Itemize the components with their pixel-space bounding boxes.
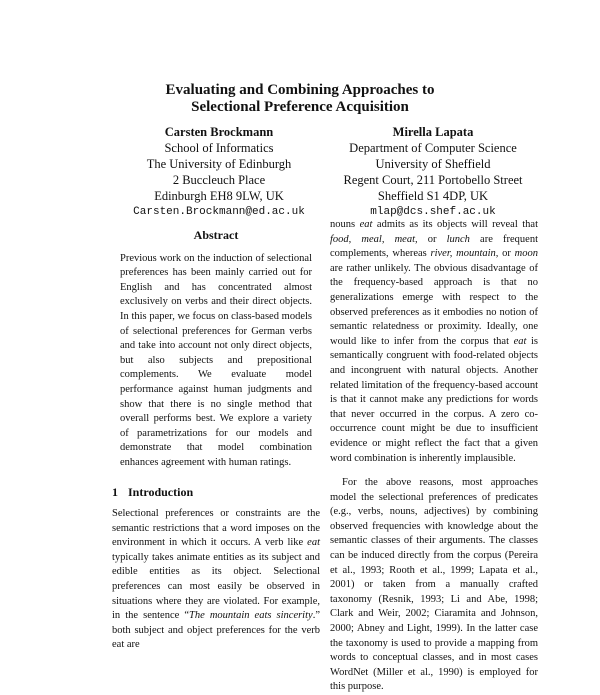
author-block-1 (94, 124, 344, 220)
title-line-1: Evaluating and Combining Approaches to (165, 82, 435, 98)
author-city: Edinburgh EH8 9LW, UK (154, 189, 284, 203)
section-title: Introduction (128, 484, 194, 499)
abstract-heading: Abstract (193, 228, 239, 242)
abstract-text: Previous work on the induction of selectional preferences has been mainly carried out for English and has concentrated almost exclusively on verbs and their direct objects. In this paper, we focus on class-based models of selectional preferences for German verbs and take into account not only direct objects, but also subjects and prepositional complements. We evaluate model performance against human judgments and show that there is no single method that overall performs best. We explore a variety of parametrizations for our models and demonstrate that model combination enhances agreement with human ratings. (120, 252, 312, 468)
right-column (330, 218, 538, 695)
author-dept: School of Informatics (164, 141, 274, 155)
body-paragraph-2: For the above reasons, most approaches model the selectional preferences of predicates (e.g., verbs, nouns, adjectives) by combining observed frequencies with knowledge about the semantic classes of their arguments. The classes can be induced directly from the corpus (Pereira et al., 1993; Rooth et al., 1999; Lapata et al., 2001) or taken from a manually crafted taxonomy (Resnik, 1993; Li and Abe, 1998; Clark and Weir, 2002; Ciaramita and Johnson, 2000; Abney and Light, 1999). In the latter case the taxonomy is used to provide a mapping from words to conceptual classes, and in most cases WordNet (Miller et al., 1990) is employed for this purpose. (330, 477, 538, 693)
author-email[interactable]: Carsten.Brockmann@ed.ac.uk (133, 206, 305, 218)
body-paragraph-1: nouns eat admits as its objects will reveal that food, meal, meat, or lunch are frequent complements, whereas river, mountain, or moon are rather unlikely. The obvious disadvantage of the frequency-based approach is that no generalizations emerge with respect to the observed preferences as it embodies no notion of semantic relatedness or proximity. Ideally, one would like to infer from the corpus that eat is semantically congruent with food-related objects and incongruent with natural objects. Another related limitation of the frequency-based account is that it cannot make any predictions for words that never occurred in the corpus. A zero co-occurrence count might be due to insufficient evidence or might reflect the fact that a given word combination is inherently implausible. (330, 219, 538, 464)
author-street: 2 Buccleuch Place (172, 173, 266, 187)
section-number: 1 (112, 484, 118, 499)
author-city: Sheffield S1 4DP, UK (377, 189, 489, 203)
author-block-2 (308, 124, 558, 220)
author-street: Regent Court, 211 Portobello Street (343, 173, 523, 187)
author-name: Carsten Brockmann (164, 125, 274, 139)
author-email[interactable]: mlap@dcs.shef.ac.uk (370, 206, 496, 218)
author-institution: The University of Edinburgh (146, 157, 292, 171)
section-heading-introduction (112, 485, 320, 500)
author-institution: University of Sheffield (375, 157, 491, 171)
author-dept: Department of Computer Science (349, 141, 517, 155)
left-column (112, 218, 320, 653)
title-line-2: Selectional Preference Acquisition (191, 99, 409, 115)
paper-title (0, 82, 600, 116)
introduction-paragraph: Selectional preferences or constraints are the semantic restrictions that a word imposes on the environment in which it occurs. A verb like eat typically takes animate entities as its subject and edible entities as its object. Selectional preferences can most easily be observed in situations where they are violated. For example, in the sentence “The mountain eats sincerity.” both subject and object preferences for the verb eat are (112, 508, 320, 651)
author-name: Mirella Lapata (392, 125, 474, 139)
